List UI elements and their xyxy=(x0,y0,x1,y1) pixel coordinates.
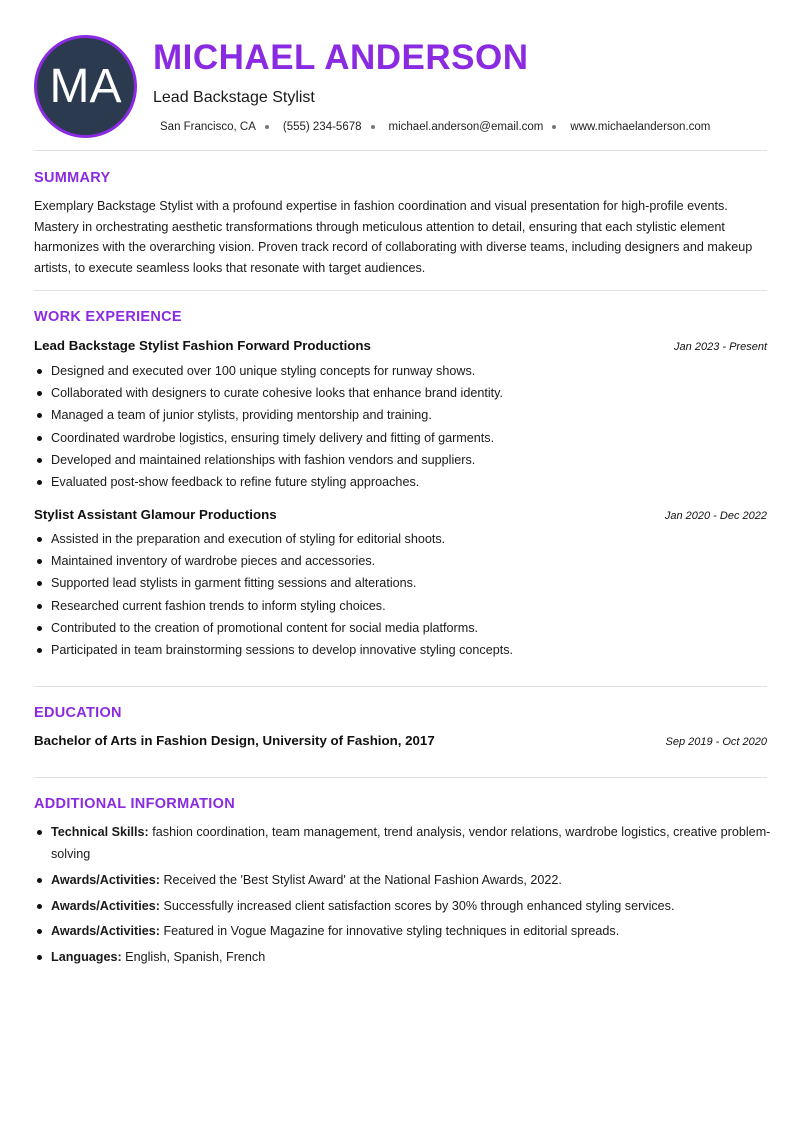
list-item xyxy=(34,920,774,942)
item-label: Technical Skills: xyxy=(51,825,149,839)
education-heading: EDUCATION xyxy=(34,705,122,721)
item-label: Awards/Activities: xyxy=(51,872,160,887)
avatar xyxy=(34,35,137,138)
summary-heading: SUMMARY xyxy=(34,170,111,186)
avatar-initials: MA xyxy=(49,60,122,113)
additional-list xyxy=(34,821,774,972)
contact-separator xyxy=(265,125,269,129)
job-date: Jan 2023 - Present xyxy=(674,341,767,353)
list-item: Assisted in the preparation and execution of styling for editorial shoots. xyxy=(34,528,774,550)
list-item: Researched current fashion trends to inform styling choices. xyxy=(34,595,774,617)
list-item xyxy=(34,895,774,917)
education-entry xyxy=(34,733,767,748)
list-item: Participated in team brainstorming sessions to develop innovative styling concepts. xyxy=(34,639,774,661)
experience-heading: WORK EXPERIENCE xyxy=(34,309,182,325)
job-role: Lead Backstage Stylist Fashion Forward Productions xyxy=(34,338,371,353)
job-date: Jan 2020 - Dec 2022 xyxy=(664,510,767,522)
education-date: Sep 2019 - Oct 2020 xyxy=(665,736,767,748)
item-text: Received the 'Best Stylist Award' at the National Fashion Awards, 2022. xyxy=(159,872,562,887)
item-label: Awards/Activities: xyxy=(51,898,160,913)
list-item: Managed a team of junior stylists, providing mentorship and training. xyxy=(34,404,774,426)
list-item: Supported lead stylists in garment fitting sessions and alterations. xyxy=(34,572,774,594)
contact-location: San Francisco, CA xyxy=(160,121,256,133)
item-text: Successfully increased client satisfaction scores by 30% through enhanced styling services. xyxy=(159,898,675,913)
job-role: Stylist Assistant Glamour Productions xyxy=(34,507,277,522)
section-divider xyxy=(34,150,767,151)
job-bullet-list xyxy=(34,360,774,493)
candidate-title: Lead Backstage Stylist xyxy=(153,89,315,106)
job-bullet-list xyxy=(34,528,774,661)
section-divider xyxy=(34,777,767,778)
contact-website[interactable]: www.michaelanderson.com xyxy=(570,121,711,133)
list-item: Evaluated post-show feedback to refine future styling approaches. xyxy=(34,471,774,493)
additional-heading: ADDITIONAL INFORMATION xyxy=(34,796,235,812)
item-text: Featured in Vogue Magazine for innovative styling techniques in editorial spreads. xyxy=(159,924,620,939)
job-header xyxy=(34,338,767,353)
list-item: Coordinated wardrobe logistics, ensuring timely delivery and fitting of garments. xyxy=(34,427,774,449)
list-item xyxy=(34,946,774,968)
section-divider xyxy=(34,686,767,687)
job-header xyxy=(34,507,767,522)
summary-text: Exemplary Backstage Stylist with a profound expertise in fashion coordination and visual presentation for high-profile events. Mastery in orchestrating aesthetic transformations through meticulous attention to detail, ensuring that each stylistic element harmonizes with the overarching vision. Proven track record of collaborating with diverse teams, including designers and makeup artists, to execute seamless looks that resonate with target audiences. xyxy=(34,199,753,275)
list-item xyxy=(34,821,774,865)
item-label: Awards/Activities: xyxy=(51,924,160,939)
contact-separator xyxy=(552,125,556,129)
contact-separator xyxy=(371,125,375,129)
list-item: Maintained inventory of wardrobe pieces and accessories. xyxy=(34,550,774,572)
contact-bar xyxy=(160,121,710,133)
item-label: Languages: xyxy=(51,950,122,965)
candidate-name: MICHAEL ANDERSON xyxy=(153,38,529,77)
list-item xyxy=(34,869,774,891)
list-item: Developed and maintained relationships with fashion vendors and suppliers. xyxy=(34,449,774,471)
item-text: fashion coordination, team management, trend analysis, vendor relations, wardrobe logistics, creative problem-solving xyxy=(51,825,771,862)
contact-phone: (555) 234-5678 xyxy=(282,121,362,133)
item-text: English, Spanish, French xyxy=(121,950,266,965)
section-divider xyxy=(34,290,767,291)
education-degree: Bachelor of Arts in Fashion Design, University of Fashion, 2017 xyxy=(34,733,435,748)
contact-email[interactable]: michael.anderson@email.com xyxy=(388,121,544,133)
list-item: Designed and executed over 100 unique styling concepts for runway shows. xyxy=(34,360,774,382)
list-item: Contributed to the creation of promotional content for social media platforms. xyxy=(34,617,774,639)
list-item: Collaborated with designers to curate cohesive looks that enhance brand identity. xyxy=(34,382,774,404)
